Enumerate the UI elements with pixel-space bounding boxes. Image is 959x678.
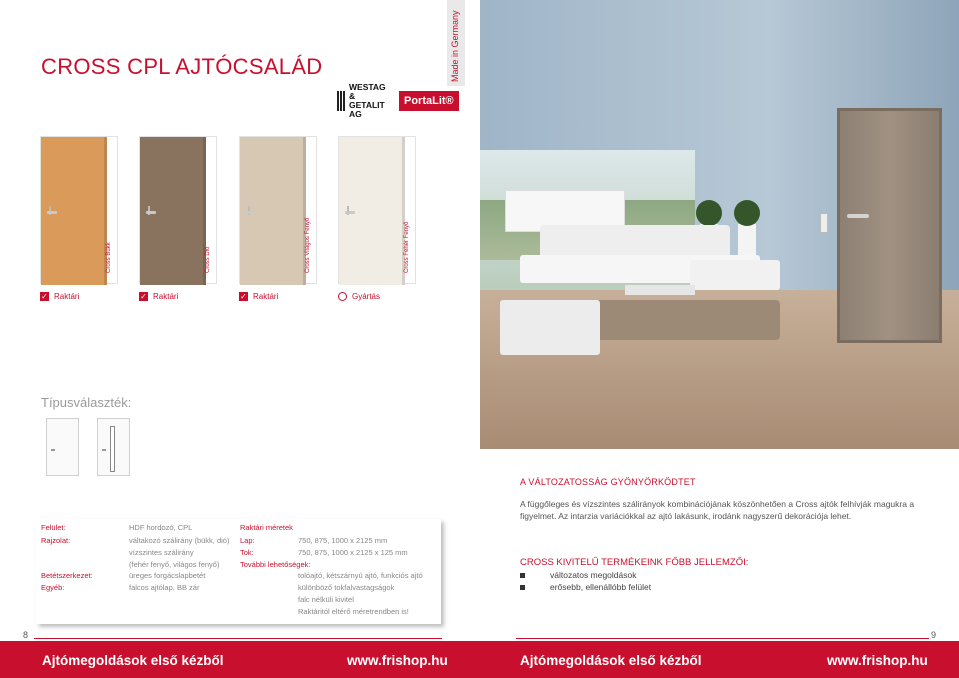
brand-logos (337, 82, 459, 119)
status-raktari: ✓ Raktári (41, 292, 80, 301)
features-title: CROSS KIVITELŰ TERMÉKEINK FŐBB JELLEMZŐI: (520, 557, 749, 568)
checkmark-icon: ✓ (41, 292, 48, 301)
status-gyartas: Gyártás (338, 292, 380, 301)
footer-url-right[interactable]: www.frishop.hu (827, 653, 928, 668)
door-photo (837, 108, 942, 343)
bullet-icon (520, 585, 525, 590)
spec-value: HDF hordozó, CPL (129, 523, 193, 532)
divider-right (516, 638, 929, 639)
options-title: További lehetőségek: (240, 560, 311, 569)
footer-slogan-right: Ajtómegoldások első kézből (520, 653, 702, 668)
door-handle-icon (47, 211, 57, 214)
page-title: CROSS CPL AJTÓCSALÁD (41, 54, 323, 79)
light-switch (820, 213, 828, 233)
checkmark-icon: ✓ (240, 292, 247, 301)
feature-item: erősebb, ellenállóbb felület (520, 582, 651, 592)
spec-value: (fehér fenyő, világos fenyő) (129, 560, 220, 569)
door-name: Cross Dió (205, 246, 211, 273)
footer-slogan-left: Ajtómegoldások első kézből (42, 653, 224, 668)
door-card-cross-vilagos-fenyo (239, 136, 317, 284)
door-card-cross-feher-fenyo (338, 136, 416, 284)
spec-value: falcos ajtólap, BB zár (129, 583, 200, 592)
dimensions-title: Raktári méretek (240, 523, 293, 532)
spec-label: Lap: (240, 536, 255, 545)
bullet-icon (520, 573, 525, 578)
type-solid-door-icon (46, 418, 79, 476)
right-heading: A VÁLTOZATOSSÁG GYÖNYÖRKÖDTET (520, 477, 696, 487)
portalit-logo: PortaLit® (399, 91, 459, 111)
spec-value: váltakozó szálirány (bükk, dió) (129, 536, 230, 545)
door-handle-icon (146, 211, 156, 214)
status-raktari: ✓ Raktári (140, 292, 179, 301)
door-card-cross-dio (139, 136, 217, 284)
status-raktari: ✓ Raktári (240, 292, 279, 301)
interior-photo (480, 0, 959, 449)
door-name: Cross Bükk (106, 242, 112, 273)
spec-value: falc nélküli kivitel (298, 595, 354, 604)
spec-value: vízszintes szálirány (129, 548, 194, 557)
types-title: Típusválaszték: (41, 395, 132, 410)
door-handle-icon (345, 211, 355, 214)
spec-label: Tok: (240, 548, 254, 557)
footer-bar (0, 641, 959, 678)
westag-logo-icon (337, 91, 345, 111)
page-number-left: 8 (23, 630, 29, 640)
door-image (41, 137, 107, 285)
door-card-cross-bukk (40, 136, 118, 284)
door-name: Cross Fehér Fenyő (404, 221, 410, 273)
spec-label: Egyéb: (41, 583, 65, 592)
footer-url-left[interactable]: www.frishop.hu (347, 653, 448, 668)
made-in-text: Made in Germany (450, 10, 460, 82)
right-paragraph: A függőleges és vízszintes szálirányok kombinációjának köszönhetően a Cross ajtók felhívják magukra a figyelmet. Az intarzia variációkkal az ajtó lakásunk, irodánk nagyszerű dekorációja lehet. (520, 499, 915, 521)
door-handle-icon (246, 211, 256, 214)
circle-icon (338, 292, 347, 301)
door-handle-icon (847, 214, 869, 218)
spec-value: Raktáritól eltérő méretrendben is! (298, 607, 409, 616)
divider-left (34, 638, 442, 639)
door-image (240, 137, 306, 285)
type-glass-door-icon (97, 418, 130, 476)
spec-label: Felület: (41, 523, 66, 532)
spec-value: tolóajtó, kétszárnyú ajtó, funkciós ajtó (298, 571, 423, 580)
page-number-right: 9 (931, 630, 937, 640)
door-name: Cross Világos Fenyő (305, 217, 311, 273)
spec-label: Rajzolat: (41, 536, 71, 545)
spec-value: 750, 875, 1000 x 2125 mm (298, 536, 388, 545)
made-in-badge (447, 0, 465, 86)
spec-label: Betétszerkezet: (41, 571, 93, 580)
spec-value: különböző tokfalvastagságok (298, 583, 395, 592)
westag-logo-text: WESTAG & GETALIT AG (349, 82, 386, 119)
spec-value: üreges forgácslapbetét (129, 571, 206, 580)
spec-value: 750, 875, 1000 x 2125 x 125 mm (298, 548, 408, 557)
door-image (140, 137, 206, 285)
checkmark-icon: ✓ (140, 292, 147, 301)
door-image (339, 137, 405, 285)
feature-item: változatos megoldások (520, 570, 636, 580)
